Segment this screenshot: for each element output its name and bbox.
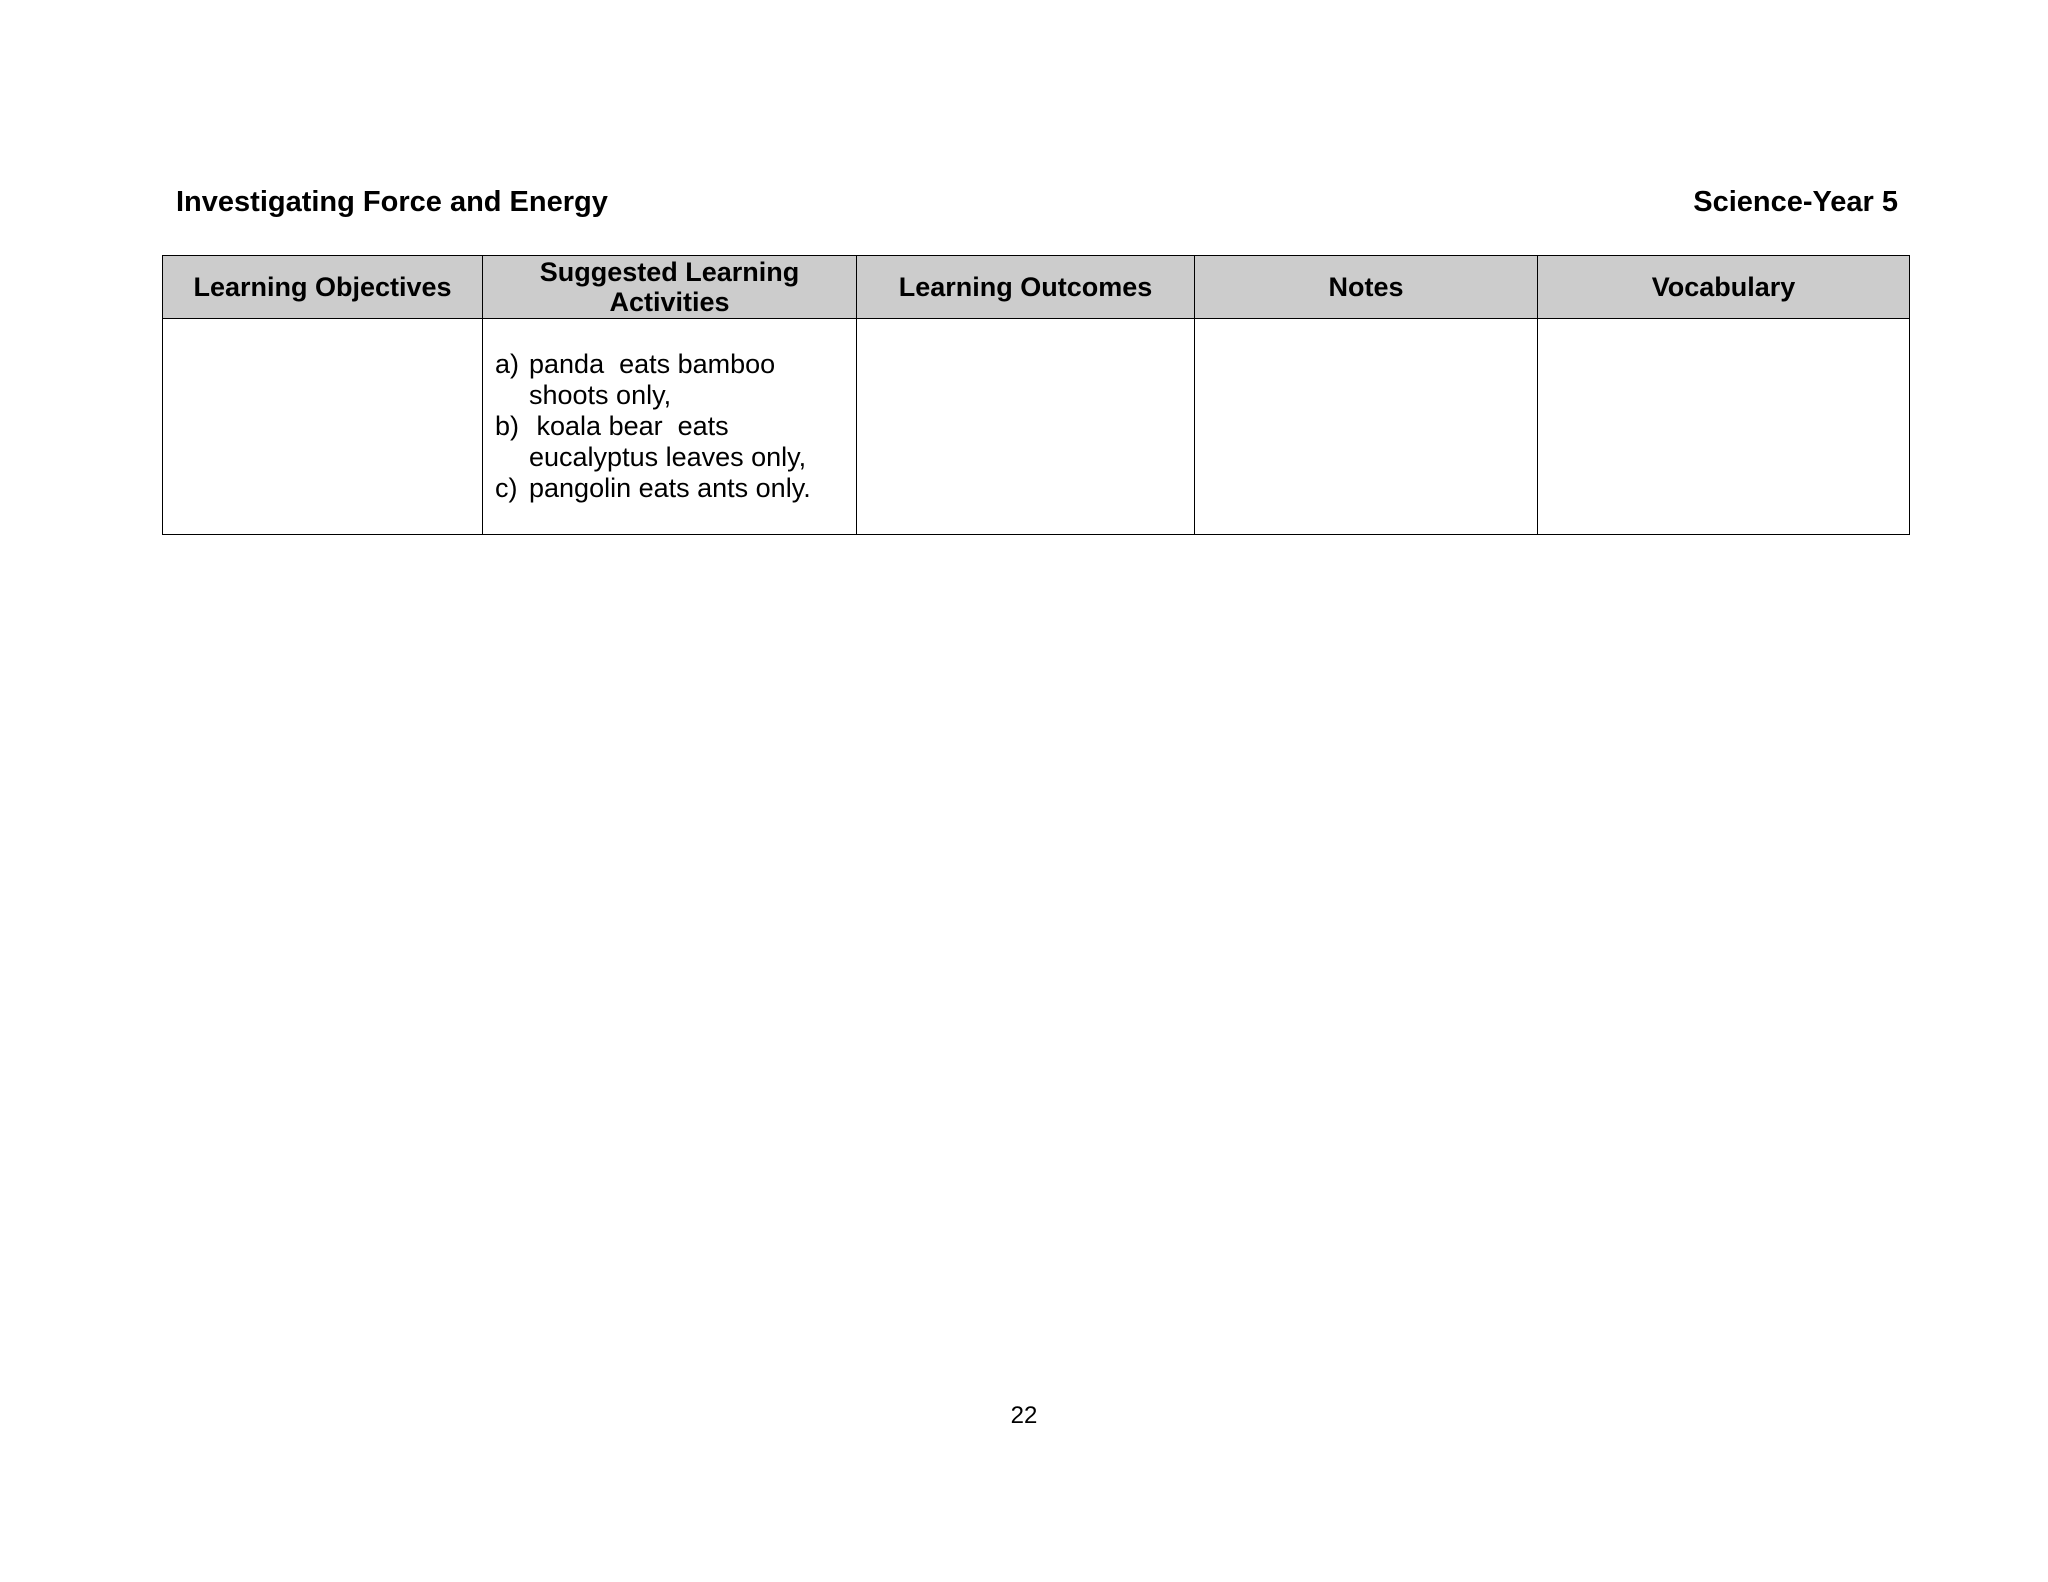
table-header-row — [163, 256, 1910, 319]
learning-objectives-cell — [163, 319, 483, 535]
column-header-vocabulary: Vocabulary — [1538, 256, 1910, 319]
column-header-notes: Notes — [1195, 256, 1538, 319]
list-item-marker: a) — [495, 349, 520, 379]
suggested-activities-cell — [483, 319, 857, 535]
page-number: 22 — [1010, 1402, 1038, 1429]
lesson-plan-table — [162, 255, 1910, 535]
activities-list — [483, 319, 856, 504]
list-item — [495, 473, 848, 504]
list-item-marker: c) — [495, 473, 518, 503]
column-header-learning-objectives: Learning Objectives — [163, 256, 483, 319]
notes-cell — [1195, 319, 1538, 535]
column-header-suggested-learning-activities: Suggested Learning Activities — [483, 256, 857, 319]
learning-outcomes-cell — [857, 319, 1195, 535]
list-item-text: pangolin eats ants only. — [529, 473, 811, 503]
subject-label: Science-Year 5 — [1693, 186, 1898, 218]
column-header-learning-outcomes: Learning Outcomes — [857, 256, 1195, 319]
list-item — [495, 349, 848, 411]
document-title: Investigating Force and Energy — [176, 186, 608, 218]
list-item — [495, 411, 848, 473]
vocabulary-cell — [1538, 319, 1910, 535]
list-item-text: panda eats bamboo shoots only, — [529, 349, 783, 410]
list-item-marker: b) — [495, 411, 520, 441]
table-row — [163, 319, 1910, 535]
list-item-text: koala bear eats eucalyptus leaves only, — [529, 411, 807, 472]
